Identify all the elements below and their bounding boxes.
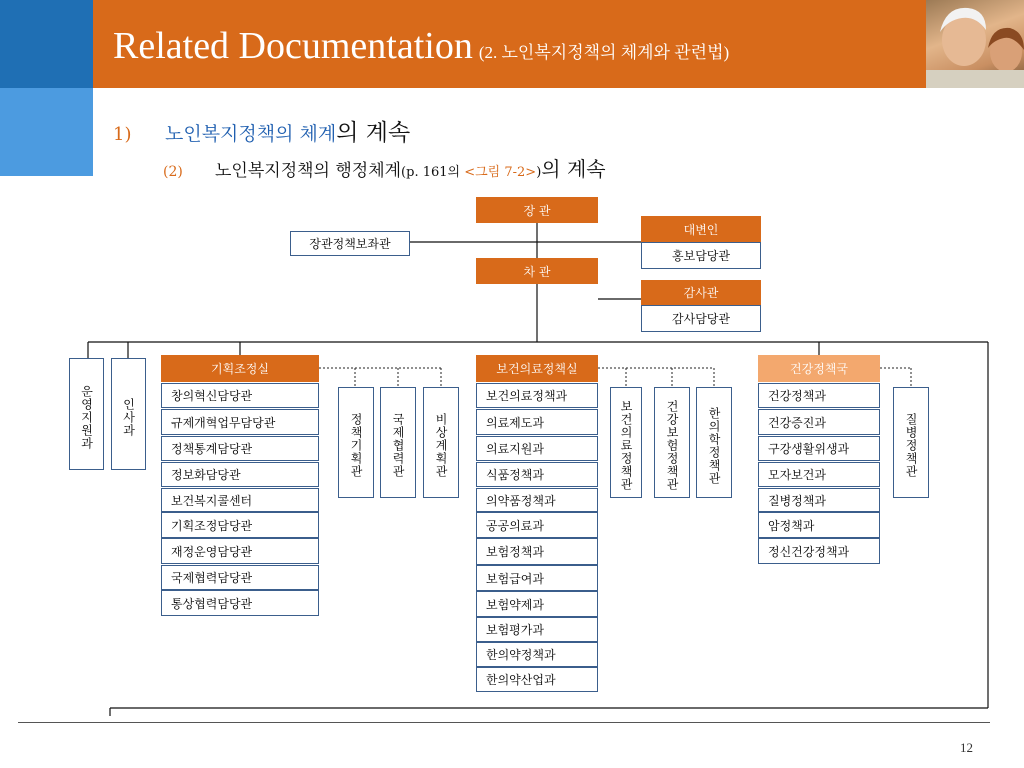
vertical-unit-intl-cooperation bbox=[380, 387, 416, 498]
health-medical-item: 의료지원과 bbox=[476, 436, 598, 461]
vertical-unit-oriental-medicine-policy bbox=[696, 387, 732, 498]
bullet-ref-close: ) bbox=[536, 165, 542, 180]
health-medical-head-box: 보건의료정책실 bbox=[476, 355, 598, 382]
bullet-text-tail: 의 계속 bbox=[541, 157, 606, 181]
vertical-unit-label: 비상계획관 bbox=[434, 413, 448, 478]
bullet-text-main: 노인복지정책의 행정체계 bbox=[215, 161, 402, 181]
vertical-unit-label: 인사과 bbox=[121, 397, 136, 437]
policy-aide-box: 장관정책보좌관 bbox=[290, 231, 410, 256]
vertical-unit-emergency-planning bbox=[423, 387, 459, 498]
vertical-unit-policy-planning bbox=[338, 387, 374, 498]
bullet-number: (2) bbox=[163, 164, 183, 180]
bullet-number: 1) bbox=[113, 124, 132, 145]
vertical-unit-label: 국제협력관 bbox=[391, 413, 405, 478]
planning-item: 기획조정담당관 bbox=[161, 512, 319, 538]
health-policy-item: 건강정책과 bbox=[758, 383, 880, 408]
vertical-unit-label: 건강보험정책관 bbox=[665, 400, 679, 491]
planning-item: 국제협력담당관 bbox=[161, 565, 319, 590]
health-medical-item: 보험평가과 bbox=[476, 617, 598, 642]
planning-item: 정보화담당관 bbox=[161, 462, 319, 487]
health-policy-item: 건강증진과 bbox=[758, 409, 880, 435]
bullet-ref-figure: <그림 7-2> bbox=[464, 165, 537, 180]
bullet-text-black: 의 계속 bbox=[336, 120, 411, 146]
health-medical-item: 한의약산업과 bbox=[476, 667, 598, 692]
health-medical-item: 식품정책과 bbox=[476, 462, 598, 487]
spokesperson-box: 대변인 bbox=[641, 216, 761, 242]
health-medical-item: 보험급여과 bbox=[476, 565, 598, 591]
audit-officer-box: 감사담당관 bbox=[641, 305, 761, 332]
planning-item: 정책통계담당관 bbox=[161, 436, 319, 461]
health-policy-item: 정신건강정책과 bbox=[758, 538, 880, 564]
health-policy-item: 모자보건과 bbox=[758, 462, 880, 487]
health-medical-item: 의료제도과 bbox=[476, 409, 598, 435]
health-medical-item: 보험약제과 bbox=[476, 591, 598, 617]
vertical-unit-personnel bbox=[111, 358, 146, 470]
vertical-unit-label: 운영지원과 bbox=[79, 384, 94, 450]
vertical-unit-label: 정책기획관 bbox=[349, 413, 363, 478]
vertical-unit-label: 한의학정책관 bbox=[707, 406, 721, 485]
minister-box: 장 관 bbox=[476, 197, 598, 223]
vertical-unit-health-insurance-policy bbox=[654, 387, 690, 498]
health-policy-head-box: 건강정책국 bbox=[758, 355, 880, 382]
planning-item: 규제개혁업무담당관 bbox=[161, 409, 319, 435]
health-medical-item: 한의약정책과 bbox=[476, 642, 598, 667]
bullet-ref-open: (p. 161의 bbox=[401, 165, 465, 180]
vertical-unit-label: 질병정책관 bbox=[904, 413, 918, 478]
health-policy-item: 질병정책과 bbox=[758, 488, 880, 512]
planning-head-box: 기획조정실 bbox=[161, 355, 319, 382]
vice-minister-box: 차 관 bbox=[476, 258, 598, 284]
audit-box: 감사관 bbox=[641, 280, 761, 305]
health-policy-item: 구강생활위생과 bbox=[758, 436, 880, 461]
page-number: 12 bbox=[960, 740, 973, 755]
vertical-unit-disease-policy bbox=[893, 387, 929, 498]
planning-item: 재정운영담당관 bbox=[161, 538, 319, 564]
pr-officer-box: 홍보담당관 bbox=[641, 242, 761, 269]
vertical-unit-label: 보건의료정책관 bbox=[619, 400, 633, 491]
vertical-unit-health-medical-policy bbox=[610, 387, 642, 498]
health-policy-item: 암정책과 bbox=[758, 512, 880, 538]
health-medical-item: 보험정책과 bbox=[476, 538, 598, 565]
footer-divider bbox=[18, 722, 990, 723]
bullet-text-blue: 노인복지정책의 체계 bbox=[165, 123, 337, 145]
planning-item: 통상협력담당관 bbox=[161, 590, 319, 616]
title-subtitle: (2. 노인복지정책의 체계와 관련법) bbox=[478, 43, 730, 62]
planning-item: 창의혁신담당관 bbox=[161, 383, 319, 408]
health-medical-item: 공공의료과 bbox=[476, 512, 598, 538]
health-medical-item: 보건의료정책과 bbox=[476, 383, 598, 408]
planning-item: 보건복지콜센터 bbox=[161, 488, 319, 512]
vertical-unit-operations bbox=[69, 358, 104, 470]
title-main: Related Documentation bbox=[113, 25, 473, 67]
health-medical-item: 의약품정책과 bbox=[476, 488, 598, 512]
